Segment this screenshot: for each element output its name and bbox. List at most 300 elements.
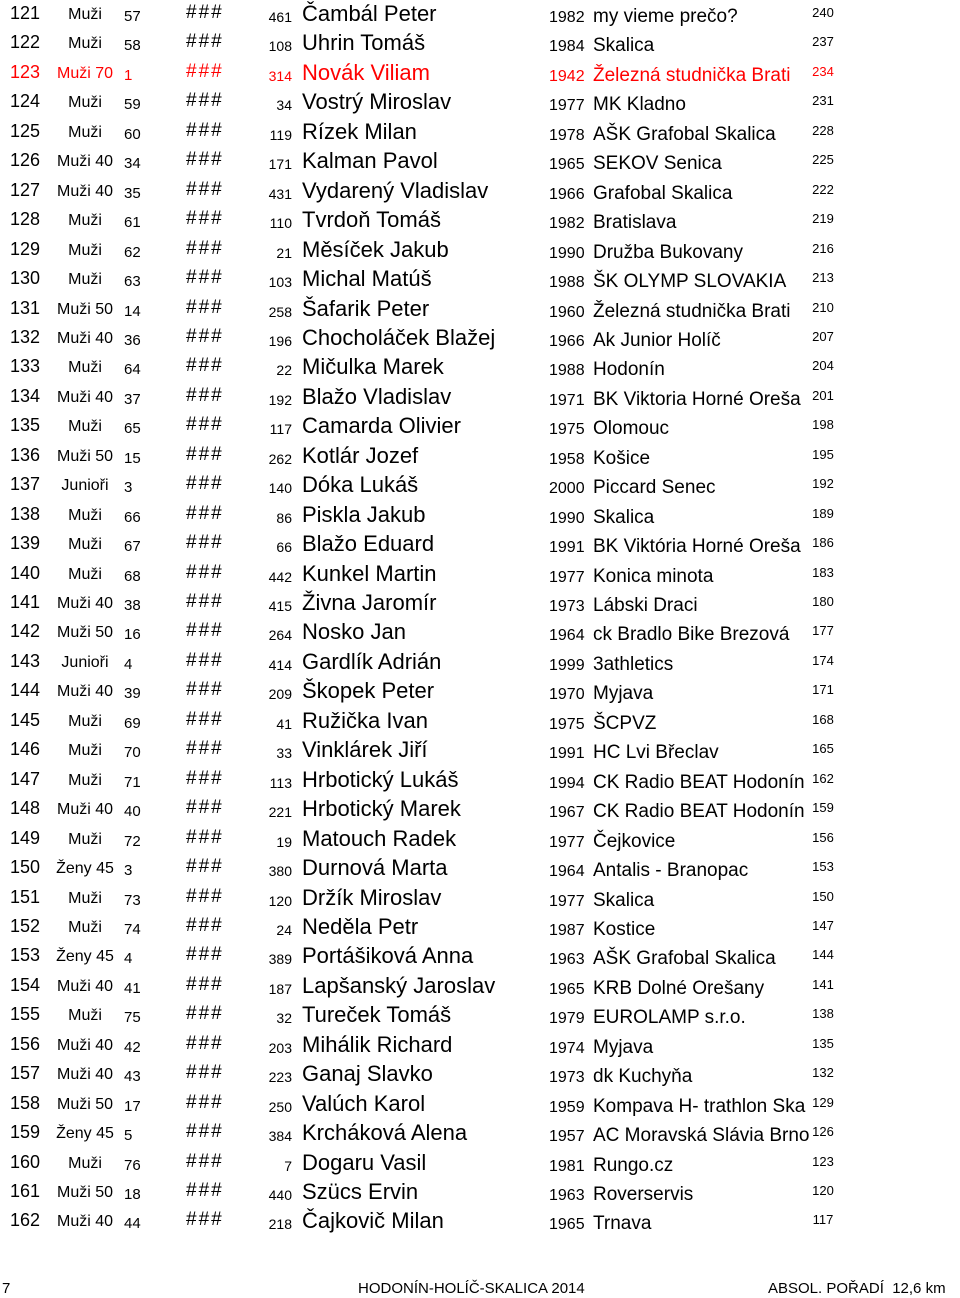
category: Muži bbox=[68, 271, 102, 289]
runner-name: Kotlár Jozef bbox=[302, 442, 419, 468]
table-row bbox=[0, 0, 960, 29]
finish-time: ### bbox=[186, 1091, 224, 1113]
category-position: 3 bbox=[124, 479, 133, 497]
bib-number: 140 bbox=[268, 480, 292, 497]
club-name: Bratislava bbox=[593, 212, 677, 234]
table-row bbox=[0, 1060, 960, 1089]
points: 201 bbox=[812, 387, 834, 403]
birth-year: 1964 bbox=[549, 863, 585, 881]
club-name: Konica minota bbox=[593, 565, 714, 587]
category-position: 68 bbox=[124, 567, 141, 585]
birth-year: 1988 bbox=[549, 362, 585, 380]
table-row bbox=[0, 265, 960, 294]
bib-number: 414 bbox=[268, 656, 292, 673]
bib-number: 442 bbox=[268, 568, 292, 585]
club-name: my vieme prečo? bbox=[593, 6, 738, 27]
birth-year: 1981 bbox=[549, 1157, 585, 1175]
category: Muži 40 bbox=[56, 182, 114, 200]
category-position: 3 bbox=[124, 862, 133, 880]
bib-number: 117 bbox=[269, 421, 292, 438]
category: Muži 40 bbox=[56, 1066, 114, 1084]
club-name: Rungo.cz bbox=[593, 1154, 674, 1176]
table-row bbox=[0, 589, 960, 618]
result-rank: 161 bbox=[10, 1181, 41, 1201]
result-rank: 126 bbox=[10, 150, 41, 171]
table-row bbox=[0, 1149, 960, 1178]
category: Muži bbox=[68, 1154, 102, 1172]
category: Muži bbox=[68, 241, 102, 259]
runner-name: Szücs Ervin bbox=[302, 1179, 419, 1204]
result-rank: 155 bbox=[10, 1004, 41, 1025]
club-name: BK Viktória Horné Oreša bbox=[593, 536, 801, 558]
bib-number: 103 bbox=[268, 274, 292, 291]
finish-time: ### bbox=[186, 797, 224, 819]
bib-number: 119 bbox=[269, 126, 292, 143]
birth-year: 1973 bbox=[549, 598, 585, 615]
bib-number: 187 bbox=[268, 980, 292, 997]
bib-number: 21 bbox=[276, 244, 292, 261]
table-row bbox=[0, 29, 960, 58]
club-name: Košice bbox=[593, 447, 651, 469]
table-row bbox=[0, 1001, 960, 1030]
birth-year: 2000 bbox=[549, 480, 585, 498]
club-name: Družba Bukovany bbox=[593, 241, 743, 263]
runner-name: Neděla Petr bbox=[302, 913, 419, 939]
category-position: 4 bbox=[124, 655, 133, 673]
finish-time: ### bbox=[186, 443, 224, 465]
bib-number: 113 bbox=[269, 774, 292, 791]
table-row bbox=[0, 236, 960, 265]
bib-number: 461 bbox=[268, 9, 292, 25]
runner-name: Matouch Radek bbox=[302, 825, 457, 851]
category-position: 1 bbox=[124, 66, 133, 84]
bib-number: 221 bbox=[268, 804, 292, 821]
points: 150 bbox=[812, 888, 834, 904]
birth-year: 1979 bbox=[549, 1010, 585, 1028]
points: 210 bbox=[812, 299, 834, 315]
result-rank: 144 bbox=[10, 680, 41, 701]
table-row bbox=[0, 707, 960, 736]
runner-name: Chocholáček Blažej bbox=[302, 324, 496, 350]
finish-time: ### bbox=[186, 1150, 224, 1172]
birth-year: 1982 bbox=[549, 215, 585, 233]
runner-name: Piskla Jakub bbox=[302, 501, 426, 527]
category-position: 42 bbox=[124, 1038, 141, 1056]
category: Muži 50 bbox=[56, 1095, 114, 1113]
result-rank: 138 bbox=[10, 503, 41, 524]
finish-time: ### bbox=[186, 620, 224, 642]
table-row bbox=[0, 884, 960, 913]
birth-year: 1967 bbox=[549, 804, 585, 822]
points: 132 bbox=[812, 1065, 834, 1081]
birth-year: 1975 bbox=[549, 715, 585, 733]
points: 141 bbox=[812, 976, 834, 992]
club-name: Hodonín bbox=[593, 359, 665, 381]
runner-name: Mičulka Marek bbox=[302, 354, 444, 380]
category-position: 65 bbox=[124, 420, 141, 438]
category-position: 59 bbox=[124, 96, 141, 114]
result-rank: 145 bbox=[10, 709, 41, 730]
footer-ranking-distance: ABSOL. POŘADÍ 12,6 km bbox=[768, 1280, 946, 1297]
result-rank: 149 bbox=[10, 827, 41, 848]
finish-time: ### bbox=[186, 561, 224, 583]
bib-number: 34 bbox=[276, 97, 292, 114]
finish-time: ### bbox=[186, 649, 224, 671]
birth-year: 1966 bbox=[549, 185, 585, 203]
birth-year: 1984 bbox=[549, 38, 585, 56]
category-position: 18 bbox=[124, 1186, 141, 1203]
club-name: Myjava bbox=[593, 1036, 654, 1058]
category-position: 60 bbox=[124, 125, 141, 143]
result-rank: 141 bbox=[10, 592, 41, 612]
table-row bbox=[0, 1207, 960, 1236]
runner-name: Čambál Peter bbox=[302, 1, 437, 26]
points: 129 bbox=[812, 1094, 834, 1110]
bib-number: 33 bbox=[276, 745, 292, 762]
bib-number: 86 bbox=[276, 509, 292, 526]
runner-name: Vydarený Vladislav bbox=[302, 177, 489, 203]
category-position: 40 bbox=[124, 803, 141, 821]
result-rank: 151 bbox=[10, 886, 41, 907]
club-name: ŠK OLYMP SLOVAKIA bbox=[593, 271, 787, 293]
finish-time: ### bbox=[186, 767, 224, 789]
birth-year: 1974 bbox=[549, 1039, 585, 1057]
result-rank: 158 bbox=[10, 1092, 41, 1113]
club-name: Železná studnička Brati bbox=[593, 300, 791, 322]
table-row bbox=[0, 324, 960, 353]
table-row bbox=[0, 1090, 960, 1119]
table-row bbox=[0, 825, 960, 854]
result-rank: 121 bbox=[10, 3, 41, 23]
points: 228 bbox=[812, 122, 834, 138]
bib-number: 258 bbox=[268, 303, 292, 320]
birth-year: 1971 bbox=[549, 391, 585, 409]
runner-name: Ružička Ivan bbox=[302, 707, 428, 733]
runner-name: Portášiková Anna bbox=[302, 943, 474, 969]
club-name: HC Lvi Břeclav bbox=[593, 742, 719, 764]
result-rank: 124 bbox=[10, 91, 41, 112]
result-rank: 154 bbox=[10, 974, 41, 995]
birth-year: 1978 bbox=[549, 126, 585, 144]
bib-number: 415 bbox=[268, 598, 292, 614]
birth-year: 1990 bbox=[549, 244, 585, 262]
category: Muži 40 bbox=[56, 1036, 114, 1054]
bib-number: 7 bbox=[284, 1157, 292, 1174]
category: Muži bbox=[68, 742, 102, 760]
finish-time: ### bbox=[186, 591, 224, 612]
club-name: Antalis - Branopac bbox=[593, 860, 749, 882]
table-row bbox=[0, 412, 960, 441]
result-rank: 136 bbox=[10, 444, 41, 465]
club-name: Čejkovice bbox=[593, 830, 676, 852]
birth-year: 1965 bbox=[549, 980, 585, 998]
club-name: AC Moravská Slávia Brno bbox=[593, 1125, 810, 1147]
table-row bbox=[0, 501, 960, 530]
runner-name: Tureček Tomáš bbox=[302, 1002, 452, 1028]
finish-time: ### bbox=[186, 679, 224, 701]
result-rank: 139 bbox=[10, 533, 41, 554]
runner-name: Nosko Jan bbox=[302, 619, 406, 645]
category-position: 38 bbox=[124, 597, 141, 614]
bib-number: 264 bbox=[268, 627, 292, 644]
result-rank: 132 bbox=[10, 326, 41, 347]
table-row bbox=[0, 648, 960, 677]
category-position: 72 bbox=[124, 832, 141, 850]
birth-year: 1963 bbox=[549, 951, 585, 969]
category-position: 61 bbox=[124, 214, 141, 232]
category: Muži 40 bbox=[56, 388, 114, 406]
bib-number: 203 bbox=[268, 1039, 292, 1056]
bib-number: 108 bbox=[268, 38, 292, 55]
club-name: CK Radio BEAT Hodonín bbox=[593, 771, 805, 793]
birth-year: 1987 bbox=[549, 921, 585, 939]
birth-year: 1977 bbox=[549, 97, 585, 115]
points: 237 bbox=[812, 34, 834, 50]
finish-time: ### bbox=[186, 237, 224, 259]
bib-number: 22 bbox=[276, 362, 292, 379]
category: Muži bbox=[68, 771, 102, 789]
category-position: 37 bbox=[124, 390, 141, 408]
category: Muži bbox=[68, 418, 102, 436]
category: Ženy 45 bbox=[56, 948, 114, 966]
club-name: EUROLAMP s.r.o. bbox=[593, 1007, 746, 1029]
finish-time: ### bbox=[186, 532, 224, 554]
category: Muži bbox=[68, 918, 102, 936]
club-name: Kostice bbox=[593, 918, 656, 940]
result-rank: 152 bbox=[10, 915, 41, 936]
points: 183 bbox=[812, 564, 834, 580]
finish-time: ### bbox=[186, 2, 224, 23]
birth-year: 1965 bbox=[549, 1216, 585, 1234]
category: Muži 40 bbox=[56, 1213, 114, 1231]
category-position: 35 bbox=[124, 184, 141, 202]
points: 195 bbox=[812, 446, 834, 462]
table-row bbox=[0, 560, 960, 589]
club-name: dk Kuchyňa bbox=[593, 1066, 693, 1088]
birth-year: 1999 bbox=[549, 656, 585, 674]
birth-year: 1960 bbox=[549, 303, 585, 321]
club-name: Grafobal Skalica bbox=[593, 182, 733, 204]
finish-time: ### bbox=[186, 267, 224, 289]
runner-name: Dóka Lukáš bbox=[302, 472, 419, 498]
category: Muži bbox=[68, 506, 102, 524]
footer-page-number: 7 bbox=[2, 1280, 11, 1297]
points: 234 bbox=[812, 63, 834, 79]
result-rank: 128 bbox=[10, 209, 41, 230]
points: 198 bbox=[812, 417, 834, 433]
finish-time: ### bbox=[186, 944, 224, 966]
club-name: ck Bradlo Bike Brezová bbox=[593, 624, 790, 646]
runner-name: Michal Matúš bbox=[302, 266, 432, 292]
result-rank: 129 bbox=[10, 238, 41, 259]
category-position: 58 bbox=[124, 37, 141, 55]
birth-year: 1991 bbox=[549, 539, 585, 557]
bib-number: 41 bbox=[276, 715, 292, 732]
points: 222 bbox=[812, 181, 834, 197]
runner-name: Gardlík Adrián bbox=[302, 648, 442, 674]
table-row bbox=[0, 471, 960, 500]
category: Muži bbox=[68, 123, 102, 141]
category-position: 39 bbox=[124, 685, 141, 703]
birth-year: 1964 bbox=[549, 627, 585, 645]
club-name: ŠCPVZ bbox=[593, 712, 657, 734]
points: 192 bbox=[812, 476, 834, 492]
finish-time: ### bbox=[186, 738, 224, 760]
points: 138 bbox=[812, 1006, 834, 1022]
finish-time: ### bbox=[186, 885, 224, 907]
table-row bbox=[0, 177, 960, 206]
finish-time: ### bbox=[186, 1121, 224, 1143]
category: Muži 50 bbox=[56, 300, 114, 318]
club-name: CK Radio BEAT Hodonín bbox=[593, 801, 805, 823]
runner-name: Měsíček Jakub bbox=[302, 236, 449, 262]
table-row bbox=[0, 442, 960, 471]
category-position: 44 bbox=[124, 1215, 141, 1233]
runner-name: Blažo Vladislav bbox=[302, 383, 452, 409]
points: 186 bbox=[812, 535, 834, 551]
runner-name: Lapšanský Jaroslav bbox=[302, 972, 496, 998]
category-position: 76 bbox=[124, 1156, 141, 1174]
result-rank: 150 bbox=[10, 857, 41, 878]
category: Junioři bbox=[61, 477, 109, 495]
bib-number: 120 bbox=[268, 892, 292, 909]
result-rank: 156 bbox=[10, 1033, 41, 1054]
runner-name: Kalman Pavol bbox=[302, 148, 438, 174]
category-position: 73 bbox=[124, 891, 141, 909]
finish-time: ### bbox=[186, 1209, 224, 1231]
category: Muži bbox=[68, 565, 102, 583]
points: 144 bbox=[812, 947, 834, 963]
category: Muži bbox=[68, 35, 102, 53]
table-row bbox=[0, 1178, 960, 1207]
runner-name: Živna Jaromír bbox=[302, 590, 437, 615]
points: 219 bbox=[812, 211, 834, 227]
finish-time: ### bbox=[186, 1062, 224, 1084]
category: Muži bbox=[68, 1007, 102, 1025]
birth-year: 1963 bbox=[549, 1187, 585, 1204]
finish-time: ### bbox=[186, 973, 224, 995]
bib-number: 389 bbox=[268, 951, 292, 968]
table-row bbox=[0, 736, 960, 765]
category-position: 75 bbox=[124, 1009, 141, 1027]
category: Muži 50 bbox=[56, 624, 114, 642]
category: Muži bbox=[68, 94, 102, 112]
category-position: 70 bbox=[124, 744, 141, 762]
points: 153 bbox=[812, 859, 834, 875]
points: 123 bbox=[812, 1153, 834, 1169]
finish-time: ### bbox=[186, 708, 224, 730]
category-position: 71 bbox=[124, 773, 141, 791]
finish-time: ### bbox=[186, 856, 224, 878]
finish-time: ### bbox=[186, 119, 224, 141]
finish-time: ### bbox=[186, 1003, 224, 1025]
birth-year: 1990 bbox=[549, 509, 585, 527]
table-row bbox=[0, 530, 960, 559]
category: Muži 40 bbox=[56, 595, 114, 612]
category-position: 36 bbox=[124, 331, 141, 349]
birth-year: 1957 bbox=[549, 1128, 585, 1146]
birth-year: 1966 bbox=[549, 332, 585, 350]
club-name: Kompava H- trathlon Ska bbox=[593, 1095, 806, 1117]
category-position: 69 bbox=[124, 714, 141, 732]
category: Muži bbox=[68, 889, 102, 907]
birth-year: 1973 bbox=[549, 1069, 585, 1087]
finish-time: ### bbox=[186, 914, 224, 936]
result-rank: 157 bbox=[10, 1063, 41, 1084]
birth-year: 1988 bbox=[549, 274, 585, 292]
club-name: Skalica bbox=[593, 889, 655, 911]
runner-name: Rízek Milan bbox=[302, 118, 417, 144]
category-position: 34 bbox=[124, 155, 141, 173]
runner-name: Camarda Olivier bbox=[302, 413, 461, 439]
points: 120 bbox=[812, 1183, 834, 1198]
table-row bbox=[0, 206, 960, 235]
bib-number: 192 bbox=[268, 391, 292, 408]
finish-time: ### bbox=[186, 325, 224, 347]
category-position: 41 bbox=[124, 979, 141, 997]
category-position: 43 bbox=[124, 1068, 141, 1086]
category: Muži bbox=[68, 212, 102, 230]
points: 162 bbox=[812, 770, 834, 786]
birth-year: 1958 bbox=[549, 450, 585, 468]
points: 231 bbox=[812, 93, 834, 109]
finish-time: ### bbox=[186, 60, 224, 82]
club-name: Lábski Draci bbox=[593, 595, 698, 616]
runner-name: Držík Miroslav bbox=[302, 884, 442, 910]
club-name: Roverservis bbox=[593, 1184, 694, 1205]
result-rank: 122 bbox=[10, 32, 41, 53]
table-row bbox=[0, 942, 960, 971]
points: 213 bbox=[812, 270, 834, 286]
category: Muži 40 bbox=[56, 329, 114, 347]
table-row bbox=[0, 118, 960, 147]
runner-name: Valúch Karol bbox=[302, 1090, 426, 1116]
finish-time: ### bbox=[186, 149, 224, 171]
points: 177 bbox=[812, 623, 834, 639]
runner-name: Tvrdoň Tomáš bbox=[302, 207, 441, 233]
birth-year: 1977 bbox=[549, 892, 585, 910]
footer-event-title: HODONÍN-HOLÍČ-SKALICA 2014 bbox=[358, 1280, 585, 1297]
runner-name: Krcháková Alena bbox=[302, 1120, 468, 1146]
result-rank: 123 bbox=[10, 61, 41, 82]
points: 225 bbox=[812, 152, 834, 168]
club-name: Skalica bbox=[593, 35, 655, 57]
points: 174 bbox=[812, 652, 834, 668]
finish-time: ### bbox=[186, 1180, 224, 1201]
table-row bbox=[0, 59, 960, 88]
bib-number: 32 bbox=[276, 1010, 292, 1027]
finish-time: ### bbox=[186, 473, 224, 495]
category: Muži bbox=[68, 536, 102, 554]
category-position: 63 bbox=[124, 273, 141, 291]
points: 117 bbox=[812, 1212, 834, 1228]
birth-year: 1959 bbox=[549, 1098, 585, 1116]
bib-number: 262 bbox=[268, 450, 292, 467]
runner-name: Ganaj Slavko bbox=[302, 1061, 433, 1087]
result-rank: 135 bbox=[10, 415, 41, 436]
finish-time: ### bbox=[186, 1032, 224, 1054]
category: Muži 50 bbox=[56, 1184, 114, 1201]
points: 168 bbox=[812, 711, 834, 727]
category-position: 57 bbox=[124, 8, 141, 25]
bib-number: 24 bbox=[276, 921, 292, 938]
club-name: Trnava bbox=[593, 1213, 652, 1235]
result-rank: 162 bbox=[10, 1210, 41, 1231]
runner-name: Mihálik Richard bbox=[302, 1031, 453, 1057]
points: 159 bbox=[812, 800, 834, 816]
category-position: 64 bbox=[124, 361, 141, 379]
points: 240 bbox=[812, 5, 834, 20]
